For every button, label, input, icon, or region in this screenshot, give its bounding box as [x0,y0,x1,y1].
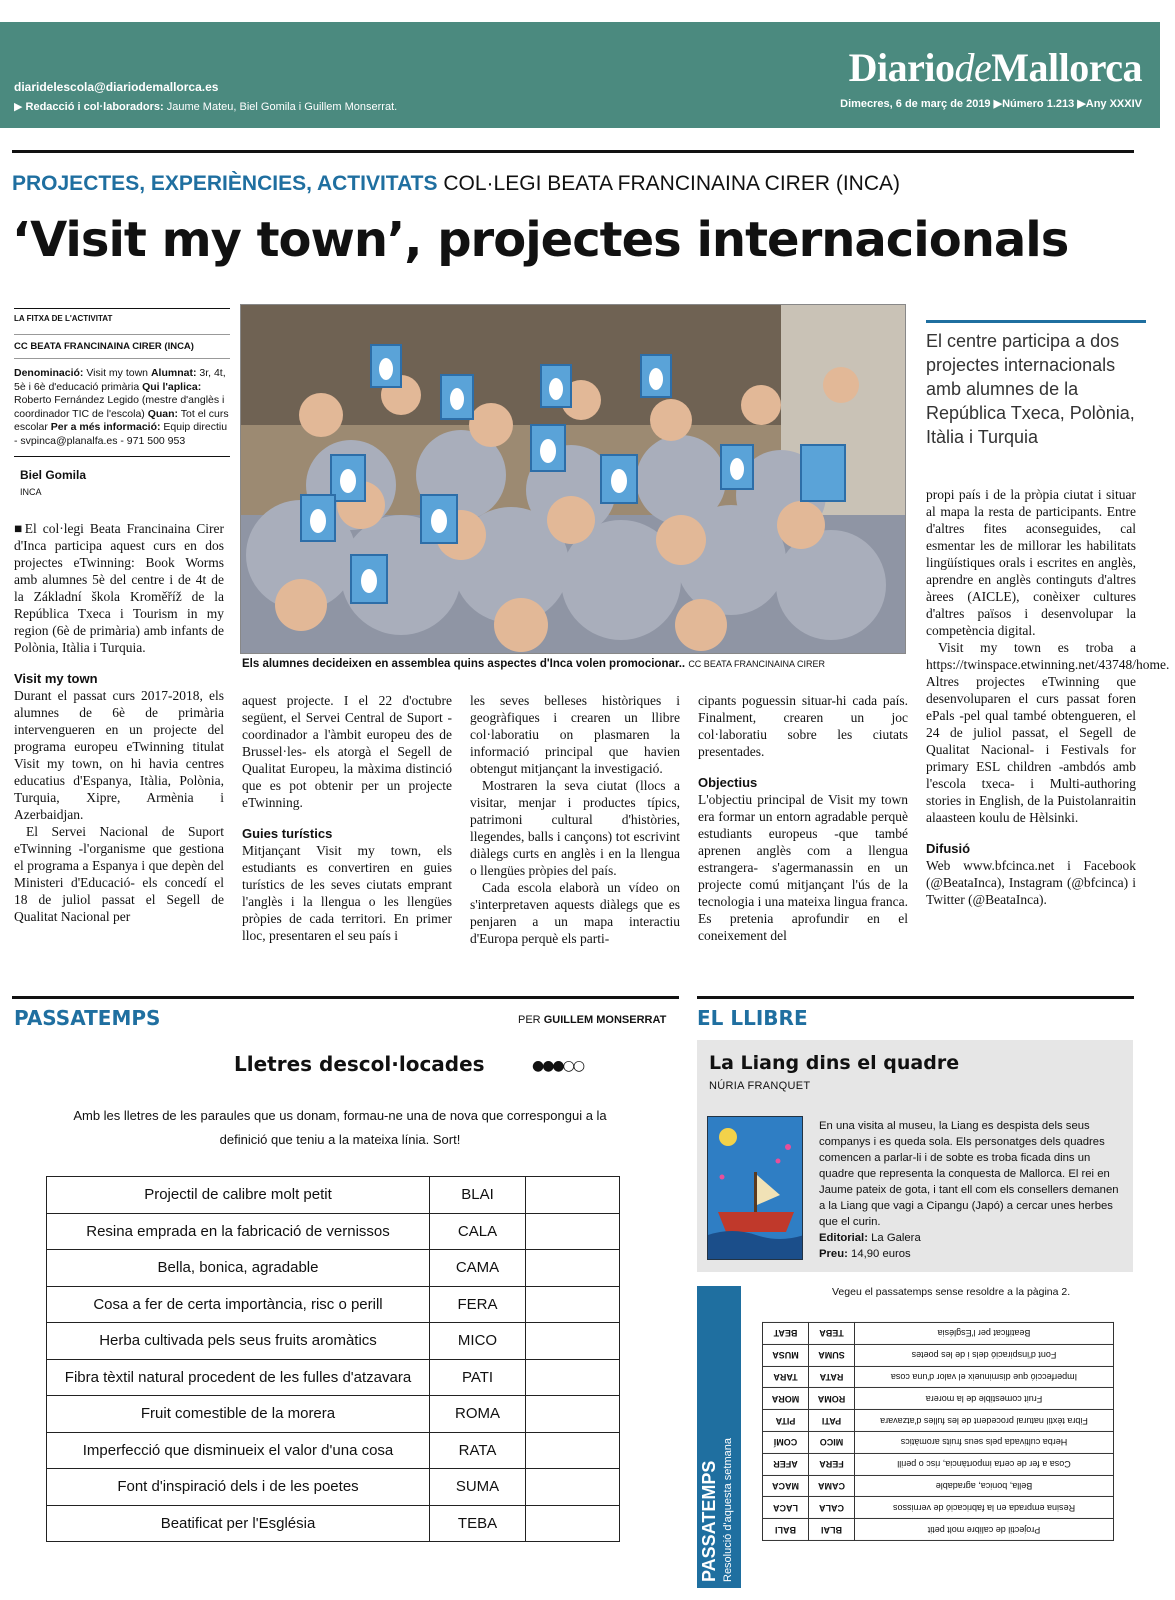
puzzle-definition: Beatificat per l'Església [47,1505,430,1542]
puzzle-row [47,1286,620,1323]
puzzle-word: CAMA [430,1250,526,1287]
puzzle-answer-cell[interactable] [526,1359,620,1396]
article-column-5 [926,486,1170,908]
solution-word: RATA [809,1366,855,1388]
puzzle-table [46,1176,620,1542]
solution-band-text: PASSATEMPS Resolució d'aquesta setmana [699,1438,734,1582]
puzzle-word: TEBA [430,1505,526,1542]
puzzle-answer-cell[interactable] [526,1505,620,1542]
author-name: Biel Gomila [20,468,87,482]
puzzle-definition: Cosa a fer de certa importància, risc o perill [47,1286,430,1323]
puzzle-answer-cell[interactable] [526,1432,620,1469]
solution-definition: Fruit comestible de la morera [855,1388,1114,1410]
solution-answer: MACA [763,1475,809,1497]
puzzle-row [47,1177,620,1214]
solution-word: PATI [809,1410,855,1432]
photo-illustration [241,305,906,654]
puzzle-word: BLAI [430,1177,526,1214]
book-title: La Liang dins el quadre [709,1052,960,1074]
byline [20,468,86,497]
fact-sheet-body: Denominació: Visit my town Alumnat: 3r, 4t, 5è i 6è d'educació primària Qui l'aplica: Roberto Fernández Legido (mestre d'anglès i coordinador TIC de l'escola) Quan: Tot el curs escolar Per a més informació: Equip directiu - svpinca@planalfa.es - 971 500 953 [14,367,229,447]
solution-word: ROMA [809,1388,855,1410]
article-p11: Visit my town es troba a https://twinspace.etwinning.net/43748/home. Altres projectes eTwinning que desenvoluparen el curs passat foren ePals -pel qual també obtengueren, el 24 de juliol passat, el Segell de Qualitat Nacional- i Festivals for primary ESL children -ambdós amb l'escola txeca- i Multi-authoring stories in English, de la Puistolanraitin alaasteen koulu de Hèlsinki. [926,640,1170,825]
puzzle-row [47,1505,620,1542]
article-column-4 [698,692,908,944]
article-lead-column [14,520,224,925]
section-school: COL·LEGI BEATA FRANCINAINA CIRER (INCA) [443,172,901,195]
solution-answer: LACA [763,1497,809,1519]
puzzle-word: RATA [430,1432,526,1469]
article-p3: aquest projecte. I el 22 d'octubre següent, el Servei Central de Suport -coordinador a l'àmbit europeu des de Brussel·les- els atorgà el Segell de Qualitat Europeu, la màxima distinció que es pot obtenir per un projecte eTwinning. [242,693,452,810]
puzzle-answer-cell[interactable] [526,1213,620,1250]
top-rule [12,150,1134,153]
article-column-2 [242,692,452,944]
puzzle-row [47,1323,620,1360]
puzzle-definition: Bella, bonica, agradable [47,1250,430,1287]
puzzle-definition: Resina emprada en la fabricació de vernissos [47,1213,430,1250]
fact-sheet [14,308,230,448]
photo-credit: CC BEATA FRANCINAINA CIRER [688,659,825,669]
solution-row [763,1366,1114,1388]
book-description: En una visita al museu, la Liang es despista dels seus companys i es queda sola. Els personatges dels quadres comencen a parlar-li i de sobte es troba ficada dins un quadre que representa la conquesta de Mallorca. El rei en Jaume pateix de gota, i tant ell com els consellers demanen a la Liang que vagi a Cipangu (Japó) a cercar unes herbes que el curin. Editorial: La Galera Preu: 14,90 euros [819,1120,1119,1260]
article-column-3 [470,692,680,947]
game-instructions: Amb les lletres de les paraules que us donam, formau-ne una de nova que correspongui a la definició que teniu a la mateixa línia. Sort! [73,1108,607,1147]
puzzle-word: MICO [430,1323,526,1360]
solution-answer: MORA [763,1388,809,1410]
solution-word: TEBA [809,1323,855,1345]
book-cover [707,1116,803,1260]
difficulty-dots: ●●●○○ [532,1058,584,1074]
solution-word: CALA [809,1497,855,1519]
solution-row [763,1410,1114,1432]
puzzle-definition: Font d'inspiració dels i de les poetes [47,1469,430,1506]
subhead-objectius: Objectius [698,775,758,790]
puzzle-row [47,1432,620,1469]
solution-answer: PITA [763,1410,809,1432]
solution-row [763,1497,1114,1519]
article-lead: ■El col·legi Beata Francinaina Cirer d'Inca participa aquest curs en dos projectes eTwinning: Book Worms amb alumnes 5è del centre i de 4t de la Základní škola Kroměříž de la República Txeca i Tourism in my region (6è de primària) amb infants de Polònia, Itàlia i Turquia. [14,521,225,655]
solution-row [763,1323,1114,1345]
book-review-box [697,1040,1133,1272]
puzzle-word: SUMA [430,1469,526,1506]
section-kicker: PROJECTES, EXPERIÈNCIES, ACTIVITATS [12,172,438,195]
article-intro: El centre participa a dos projectes internacionals amb alumnes de la República Txeca, Polònia, Itàlia i Turquia [926,320,1146,449]
puzzle-definition: Fruit comestible de la morera [47,1396,430,1433]
solution-answer: TARA [763,1366,809,1388]
game-title: Lletres descol·locades [234,1052,485,1076]
puzzle-answer-cell[interactable] [526,1250,620,1287]
issue-date: Dimecres, 6 de març de 2019 [840,98,991,110]
article-p10: propi país i de la pròpia ciutat i situar al mapa la resta de participants. Entre d'altres fites aconseguides, cal esmentar les de millorar les habilitats lingüístiques orals i escrites en anglès, aprendre en anglès continguts d'altres àrees (AICLE), conèixer cultures d'altres països i desenvolupar la competència digital. [926,487,1136,638]
article-p6: Mostraren la seva ciutat (llocs a visitar, menjar i productes típics, patrimoni cultural d'històries, llegendes, balls i cançons) tot escrivint diàlegs curts en anglès i en la llengua o llengües pròpies del país. [470,778,680,878]
headline: ‘Visit my town’, projectes internacionals [12,212,1069,268]
solution-row [763,1453,1114,1475]
solution-definition: Projectil de calibre molt petit [855,1519,1114,1541]
book-editorial: La Galera [871,1232,921,1244]
passatemps-rule [12,996,679,999]
solution-answer: MUSA [763,1344,809,1366]
dateline: Dimecres, 6 de març de 2019 ▶Número 1.213 ▶Any XXXIV [840,98,1142,110]
article-p5: les seves belleses històriques i geogràfiques i crearen un llibre col·laboratiu on plasmaren la informació principal que havien obtengut mitjançant la investigació. [470,693,680,776]
issue-number: Número 1.213 [1002,98,1075,110]
book-price: 14,90 euros [851,1248,911,1260]
llibre-rule [697,996,1134,999]
passatemps-byline: PER GUILLEM MONSERRAT [518,1014,667,1026]
subhead-visit: Visit my town [14,671,98,686]
fact-sheet-label: LA FITXA DE L'ACTIVITAT [14,308,230,326]
solution-word: BLAI [809,1519,855,1541]
solution-definition: Beatificat per l'Església [855,1323,1114,1345]
puzzle-row [47,1396,620,1433]
solution-definition: Font d'inspiració dels i de les poetes [855,1344,1114,1366]
puzzle-row [47,1213,620,1250]
solution-row [763,1431,1114,1453]
solution-answer: COMÍ [763,1431,809,1453]
masthead-email[interactable]: diaridelescola@diariodemallorca.es [14,80,219,94]
puzzle-word: ROMA [430,1396,526,1433]
solution-answer: BEAT [763,1323,809,1345]
puzzle-row [47,1469,620,1506]
puzzle-definition: Imperfecció que disminueix el valor d'una cosa [47,1432,430,1469]
solution-definition: Herba cultivada pels seus fruits aromàtics [855,1431,1114,1453]
fact-sheet-rule [14,456,230,457]
solution-word: FERA [809,1453,855,1475]
article-p2: El Servei Nacional de Suport eTwinning -l'organisme que gestiona el programa a Espanya i que depèn del Ministeri d'Educació- els concedí el 18 de juliol passat el Segell de Qualitat Nacional per [14,824,224,924]
brand-logo: DiariodeMallorca [848,45,1142,90]
puzzle-definition: Projectil de calibre molt petit [47,1177,430,1214]
puzzle-row [47,1359,620,1396]
solution-word: SUMA [809,1344,855,1366]
puzzle-row [47,1250,620,1287]
students-photo [240,304,906,654]
article-p1: Durant el passat curs 2017-2018, els alumnes de 6è de primària intervengueren en un projecte del programa europeu eTwinning titulat Visit my town, on hi havia centres educatius d'Espanya, Itàlia, Polònia, Turquia, Xipre, Armènia i Azerbaidjan. [14,688,224,822]
solution-definition: Imperfecció que disminueix el valor d'una cosa [855,1366,1114,1388]
article-p4: Mitjançant Visit my town, els estudiants es convertiren en guies turístics de les seves ciutats emprant l'anglès i la llengua o les llengües pròpies de cada territori. En primer lloc, presentaren el seu país i [242,843,452,943]
solution-definition: Resina emprada en la fabricació de vernissos [855,1497,1114,1519]
puzzle-answer-cell[interactable] [526,1396,620,1433]
book-cover-art [708,1117,803,1260]
solution-table [762,1322,1114,1541]
solution-word: CAMA [809,1475,855,1497]
subhead-guies: Guies turístics [242,826,333,841]
article-p8: cipants poguessin situar-hi cada país. Finalment, crearen un joc col·laboratiu sobre les ciutats presentades. [698,693,908,759]
article-p12: Web www.bfcinca.net i Facebook (@BeataInca), Instagram (@bfcinca) i Twitter (@BeataInca). [926,858,1136,907]
solution-definition: Cosa a fer de certa importància, risc o perill [855,1453,1114,1475]
solution-band [697,1286,741,1588]
solution-definition: Bella, bonica, agradable [855,1475,1114,1497]
passatemps-title: PASSATEMPS [14,1006,161,1030]
section-label [12,172,900,196]
book-author: NÚRIA FRANQUET [709,1080,811,1092]
solution-word: MICO [809,1431,855,1453]
puzzle-word: PATI [430,1359,526,1396]
article-p9: L'objectiu principal de Visit my town era formar un entorn agradable perquè estudiants europeus -que també aprenen anglès com a llengua estrangera- s'agermanassin en un projecte comú mitjançant l'ús de la tecnologia i una mateixa lingua franca. Es pretenia aprofundir en el coneixement del [698,792,908,943]
solution-definition: Fibra tèxtil natural procedent de les fulles d'atzavara [855,1410,1114,1432]
puzzle-answer-cell[interactable] [526,1323,620,1360]
issue-year: Any XXXIV [1085,98,1142,110]
photo-caption: Els alumnes decideixen en assemblea quins aspectes d'Inca volen promocionar.. CC BEATA FRANCINAINA CIRER [242,658,825,670]
article-p7: Cada escola elaborà un vídeo on s'interpretaven aquests diàlegs que es penjaren a un mapa interactiu d'Europa perquè els parti- [470,880,680,946]
solution-row [763,1475,1114,1497]
llibre-section-title: EL LLIBRE [697,1006,808,1030]
puzzle-answer-cell[interactable] [526,1469,620,1506]
solution-answer: BALI [763,1519,809,1541]
puzzle-definition: Herba cultivada pels seus fruits aromàtics [47,1323,430,1360]
subhead-difusio: Difusió [926,841,971,856]
fact-sheet-org: CC BEATA FRANCINAINA CIRER (INCA) [14,334,230,360]
author-place: INCA [20,487,42,497]
redaccio-names: Jaume Mateu, Biel Gomila i Guillem Monserrat. [166,101,398,113]
solution-row [763,1519,1114,1541]
puzzle-answer-cell[interactable] [526,1286,620,1323]
solution-row [763,1388,1114,1410]
puzzle-word: FERA [430,1286,526,1323]
redaccio-label: Redacció i col·laboradors: [25,101,164,113]
masthead [0,22,1160,128]
puzzle-answer-cell[interactable] [526,1177,620,1214]
masthead-redaccio: ▶ Redacció i col·laboradors: Jaume Mateu, Biel Gomila i Guillem Monserrat. [14,101,398,113]
solution-row [763,1344,1114,1366]
solution-answer: AFER [763,1453,809,1475]
solution-note: Vegeu el passatemps sense resoldre a la pàgina 2. [832,1286,1071,1298]
puzzle-word: CALA [430,1213,526,1250]
puzzle-definition: Fibra tèxtil natural procedent de les fulles d'atzavara [47,1359,430,1396]
